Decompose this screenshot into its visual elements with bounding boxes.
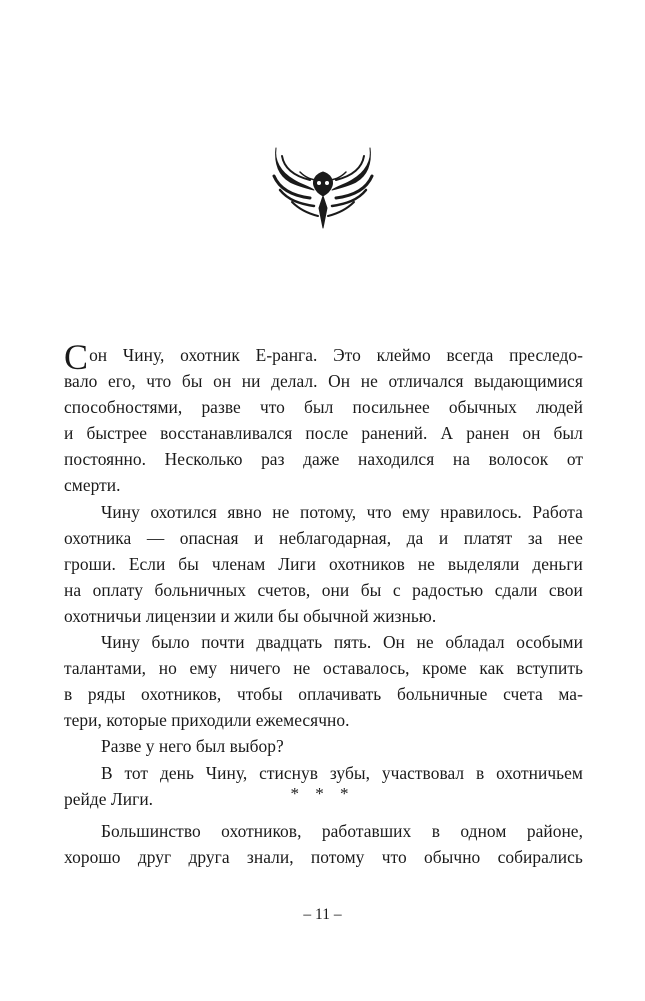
text-line-content: в ряды охотников, чтобы оплачивать больничные счета ма- <box>64 684 583 705</box>
text-line <box>64 629 583 655</box>
text-line <box>64 844 583 870</box>
tribal-horned-ornament-icon <box>270 146 376 230</box>
text-line-content: вало его, что бы он ни делал. Он не отличался выдающимися <box>64 371 583 392</box>
text-line-content: рейде Лиги. <box>64 788 154 809</box>
text-line-content: талантами, но ему ничего не оставалось, кроме как вступить <box>64 658 583 679</box>
text-line <box>64 577 583 603</box>
text-line <box>64 499 583 525</box>
drop-cap: С <box>64 337 89 377</box>
text-line-content: способностями, разве что был посильнее обычных людей <box>64 397 583 418</box>
text-line-content: постоянно. Несколько раз даже находился на волосок от <box>64 449 583 470</box>
text-line <box>64 551 583 577</box>
text-line-content: Большинство охотников, работавших в одном районе, <box>101 821 583 841</box>
text-line-content: Разве у него был выбор? <box>101 736 284 757</box>
main-text-continued <box>64 818 583 871</box>
text-line-content: охотничьи лицензии и жили бы обычной жизнью. <box>64 605 437 626</box>
text-line-content: смерти. <box>64 475 121 496</box>
text-line <box>64 394 583 420</box>
text-line <box>64 603 583 629</box>
text-line-content: и быстрее восстанавливался после ранений. А ранен он был <box>64 423 583 444</box>
text-line-content: Чину было почти двадцать пять. Он не обладал особыми <box>101 632 583 653</box>
text-line <box>64 337 583 377</box>
text-line <box>64 818 583 844</box>
text-line <box>64 733 583 759</box>
text-line-content: В тот день Чину, стиснув зубы, участвовал в охотничьем <box>101 762 583 783</box>
text-line-content: Чину охотился явно не потому, что ему нравилось. Работа <box>101 501 583 522</box>
page-number: – 11 – <box>303 906 342 923</box>
main-text <box>64 337 583 812</box>
text-line <box>64 420 583 446</box>
text-line <box>64 655 583 681</box>
text-line-content: охотника — опасная и неблагодарная, да и платят за нее <box>64 527 583 548</box>
section-separator: * * * <box>290 784 355 803</box>
text-line-content: тери, которые приходили ежемесячно. <box>64 710 350 731</box>
text-line <box>64 446 583 472</box>
text-line <box>64 760 583 786</box>
text-line <box>64 368 583 394</box>
text-line-content: гроши. Если бы членам Лиги охотников не выделяли деньги <box>64 553 583 574</box>
text-line <box>64 681 583 707</box>
text-line <box>64 525 583 551</box>
text-line <box>64 472 583 498</box>
text-line-content: хорошо друг друга знали, потому что обычно собирались <box>64 847 583 868</box>
text-line-content: на оплату больничных счетов, они бы с радостью сдали свои <box>64 579 583 600</box>
text-line-content: он Чину, охотник Е-ранга. Это клеймо всегда преследо- <box>89 345 583 365</box>
text-line <box>64 707 583 733</box>
